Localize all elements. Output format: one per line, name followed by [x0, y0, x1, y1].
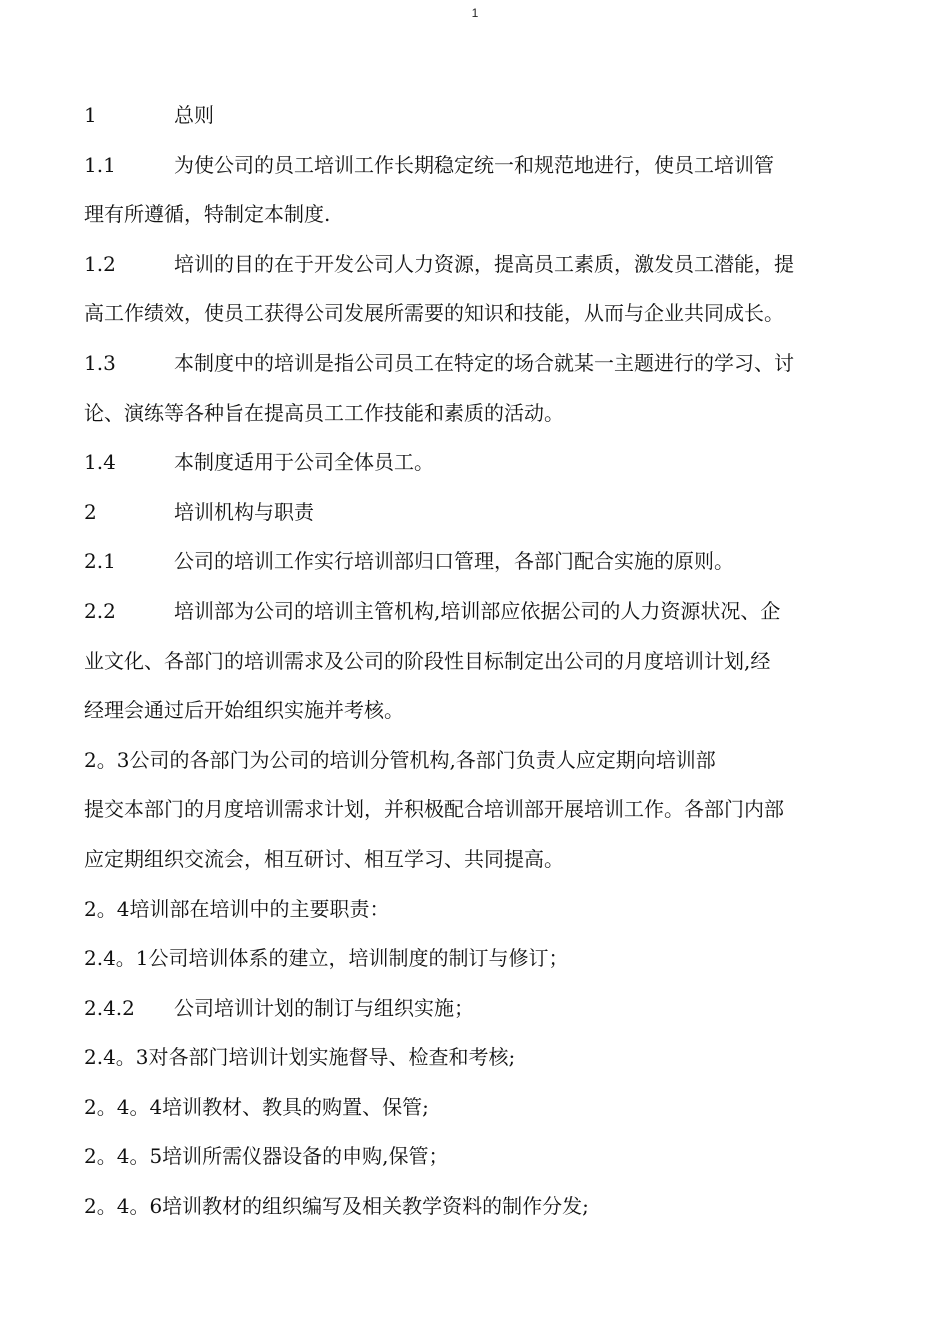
- document-body: [84, 95, 884, 1236]
- paragraph-line: [84, 641, 884, 691]
- paragraph-line: [84, 1037, 884, 1087]
- section-text: 2。4。6培训教材的组织编写及相关教学资料的制作分发;: [84, 1194, 589, 1219]
- section-text: 论、演练等各种旨在提高员工工作技能和素质的活动。: [84, 400, 564, 425]
- page-number: 1: [471, 6, 479, 20]
- section-number: 2: [84, 499, 97, 524]
- section-number: 1.2: [84, 251, 116, 276]
- section-number: 2.1: [84, 549, 116, 574]
- section-text: 培训的目的在于开发公司人力资源，提高员工素质，激发员工潜能，提: [174, 251, 794, 276]
- section-text: 经理会通过后开始组织实施并考核。: [84, 698, 404, 723]
- section-text: 2.4。1公司培训体系的建立，培训制度的制订与修订；: [84, 946, 569, 971]
- section-text: 业文化、各部门的培训需求及公司的阶段性目标制定出公司的月度培训计划,经: [84, 648, 771, 673]
- section-text: 为使公司的员工培训工作长期稳定统一和规范地进行，使员工培训管: [174, 152, 774, 177]
- paragraph-line: [84, 541, 884, 591]
- paragraph-line: [84, 343, 884, 393]
- section-text: 2。4。4培训教材、教具的购置、保管;: [84, 1094, 429, 1119]
- section-number: 2.4.2: [84, 995, 135, 1020]
- section-number: 1: [84, 103, 97, 127]
- paragraph-line: [84, 591, 884, 641]
- section-number: 1.4: [84, 450, 116, 475]
- paragraph-line: [84, 194, 884, 244]
- paragraph-line: [84, 1186, 884, 1236]
- section-number: 1.3: [84, 350, 116, 375]
- section-text: 2。4。5培训所需仪器设备的申购,保管；: [84, 1144, 449, 1169]
- section-text: 2。4培训部在培训中的主要职责：: [84, 896, 390, 921]
- paragraph-line: [84, 244, 884, 294]
- paragraph-line: [84, 938, 884, 988]
- section-text: 2。3公司的各部门为公司的培训分管机构,各部门负责人应定期向培训部: [84, 747, 716, 772]
- section-text: 公司培训计划的制订与组织实施；: [174, 995, 474, 1020]
- paragraph-line: [84, 293, 884, 343]
- paragraph-line: [84, 1087, 884, 1137]
- paragraph-line: [84, 889, 884, 939]
- section-text: 本制度中的培训是指公司员工在特定的场合就某一主题进行的学习、讨: [174, 350, 794, 375]
- section-number: 2.2: [84, 598, 116, 623]
- paragraph-line: [84, 393, 884, 443]
- paragraph-line: [84, 145, 884, 195]
- paragraph-line: [84, 839, 884, 889]
- paragraph-line: [84, 1136, 884, 1186]
- section-number: 1.1: [84, 152, 116, 177]
- section-text: 2.4。3对各部门培训计划实施督导、检查和考核;: [84, 1045, 516, 1070]
- section-text: 本制度适用于公司全体员工。: [174, 450, 434, 475]
- section-text: 提交本部门的月度培训需求计划，并积极配合培训部开展培训工作。各部门内部: [84, 797, 784, 822]
- paragraph-line: [84, 740, 884, 790]
- paragraph-line: [84, 789, 884, 839]
- paragraph-line: [84, 690, 884, 740]
- paragraph-line: [84, 442, 884, 492]
- section-text: 高工作绩效，使员工获得公司发展所需要的知识和技能，从而与企业共同成长。: [84, 301, 784, 326]
- section-text: 应定期组织交流会，相互研讨、相互学习、共同提高。: [84, 846, 564, 871]
- heading-line: [84, 95, 884, 145]
- section-text: 总则: [174, 103, 214, 127]
- section-text: 培训机构与职责: [174, 499, 314, 524]
- heading-line: [84, 492, 884, 542]
- paragraph-line: [84, 988, 884, 1038]
- section-text: 理有所遵循，特制定本制度.: [84, 202, 331, 227]
- section-text: 培训部为公司的培训主管机构,培训部应依据公司的人力资源状况、企: [174, 598, 781, 623]
- section-text: 公司的培训工作实行培训部归口管理，各部门配合实施的原则。: [174, 549, 734, 574]
